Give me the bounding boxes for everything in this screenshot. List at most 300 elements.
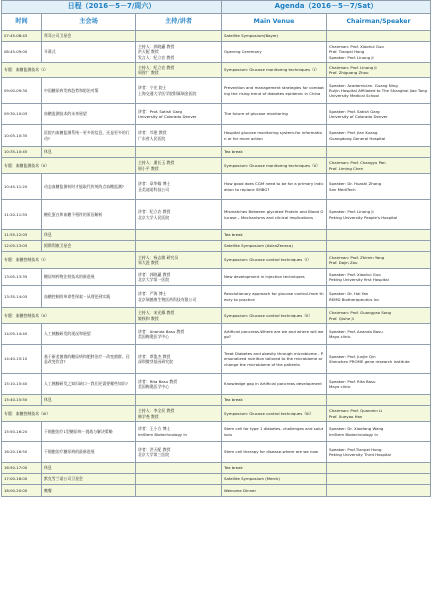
host-cn-cell <box>136 442 222 463</box>
session-row <box>2 406 431 422</box>
cell-line: How good does CGM need to be for a primary indication to replace SMBG? <box>224 181 324 192</box>
agenda-row <box>2 125 431 147</box>
host-en-cell <box>327 345 431 374</box>
time-cell <box>2 147 42 158</box>
cell-line: 14:40-15:10 <box>4 356 28 362</box>
cell-line: Prof. Liming Chen <box>329 165 364 171</box>
cell-line: 专题：血糖监测技术（II） <box>4 162 50 168</box>
venue-cn-cell <box>42 125 136 147</box>
topic-cell <box>2 308 136 324</box>
venue-en-cell <box>222 63 327 78</box>
time-cell <box>2 345 42 374</box>
venue-en-cell <box>222 241 327 252</box>
topic-cell <box>2 63 136 78</box>
agenda-table <box>1 0 431 497</box>
host-cn-cell <box>136 269 222 286</box>
agenda-row <box>2 442 431 463</box>
cell-line: 09:00-09:30 <box>4 87 28 93</box>
venue-cn-cell <box>42 230 136 241</box>
venue-en-cell <box>222 463 327 474</box>
time-cell <box>2 42 42 63</box>
venue-cn-cell <box>42 104 136 125</box>
cell-line: Mayo clinic <box>329 384 351 389</box>
host-cn-cell <box>136 174 222 200</box>
cell-line: 讲者：Ananda Basu 教授 <box>138 328 185 334</box>
host-en-cell <box>327 147 431 158</box>
host-cn-cell <box>136 406 222 422</box>
cell-line: 12:05-13:05 <box>4 243 28 249</box>
host-cn-cell <box>136 474 222 485</box>
cell-line: 讲者：Rita Basu 教授 <box>138 378 178 384</box>
venue-cn-cell <box>42 422 136 442</box>
cell-line: Symposium: Glucose monitoring techniques（I） <box>224 67 319 73</box>
venue-cn-cell <box>42 374 136 395</box>
cell-line: Tea break <box>224 465 243 471</box>
cell-line: Peking University first Hospital <box>329 277 389 282</box>
time-cell <box>2 442 42 463</box>
session-row <box>2 31 431 42</box>
host-en-cell <box>327 42 431 63</box>
host-en-cell <box>327 269 431 286</box>
venue-en-cell <box>222 269 327 286</box>
cell-line: 邹大进 教授 <box>138 260 159 265</box>
cell-line: 18:00-20:00 <box>4 487 28 493</box>
host-cn-cell <box>136 286 222 308</box>
host-cn-cell <box>136 463 222 474</box>
agenda-row <box>2 286 431 308</box>
cell-line: Opening Ceremony <box>224 49 262 55</box>
cell-line: 讲者：洪天配 教授 <box>138 446 171 452</box>
cell-line: Speaker: Prof. Rita Basu <box>329 378 376 384</box>
time-cell <box>2 104 42 125</box>
cell-line: 北京瑞德康生物医药科技有限公司 <box>138 296 197 302</box>
cell-line: Speaker: Prof. Linong Ji <box>329 54 374 60</box>
time-cell <box>2 286 42 308</box>
topic-cell <box>2 406 136 422</box>
venue-en-cell <box>222 286 327 308</box>
cell-line: 基于新老菌群的糖尿病和肥胖治疗－改变菌群，还是改变饮食? <box>44 353 130 364</box>
cell-line: 休息 <box>44 232 52 238</box>
cell-line: Mayo clinic <box>329 334 351 339</box>
agenda-row <box>2 174 431 200</box>
time-cell <box>2 269 42 286</box>
host-en-cell <box>327 286 431 308</box>
cell-line: 专题：血糖控制技术（III） <box>4 410 51 416</box>
venue-cn-cell <box>42 31 136 42</box>
host-cn-cell <box>136 241 222 252</box>
venue-en-cell <box>222 474 327 485</box>
host-en-cell <box>327 374 431 395</box>
cell-line: 17:00-18:00 <box>4 476 28 482</box>
time-cell <box>2 485 42 497</box>
agenda-row <box>2 374 431 395</box>
cell-line: 主持人：李全民 教授 <box>138 408 175 414</box>
col-time-header: 时间 <box>2 14 42 31</box>
time-cell <box>2 200 42 230</box>
host-cn-cell <box>136 31 222 42</box>
cell-line: 阿斯利康卫星会 <box>44 243 72 249</box>
venue-cn-cell <box>42 78 136 104</box>
cell-line: San MediTech <box>329 186 356 192</box>
cell-line: 干细胞治疗1型糖尿病－挑战与解决策略 <box>44 428 113 434</box>
host-cn-cell <box>136 485 222 497</box>
cell-line: Mismatches Between glycated Protein and Blood Glucose – Mechanisms and clinical implications <box>224 209 324 220</box>
cell-line: 讲者：Prof. Satish Garg <box>138 108 182 114</box>
cell-line: Speaker: Dr. Hai Yan <box>329 291 369 297</box>
host-cn-cell <box>136 78 222 104</box>
cell-line: 开幕式 <box>44 49 56 55</box>
cell-line: Speaker: Prof. Junjie Qin <box>329 353 376 359</box>
cell-line: Tea break <box>224 232 243 238</box>
cell-line: 休息 <box>44 465 52 471</box>
cell-line: Peking University Third Hospital <box>329 452 392 457</box>
session-row <box>2 474 431 485</box>
venue-cn-cell <box>42 395 136 406</box>
session-row <box>2 463 431 474</box>
host-en-cell <box>327 395 431 406</box>
cell-line: Speaker: Prof. Ananda Basu <box>329 328 383 334</box>
venue-cn-cell <box>42 442 136 463</box>
cell-line: Guangdong General Hospital <box>329 135 386 141</box>
venue-cn-cell <box>42 474 136 485</box>
cell-line: Speaker: Prof. Linong Ji <box>329 209 374 215</box>
cell-line: Prof. Xueyao Han <box>329 413 363 419</box>
time-cell <box>2 241 42 252</box>
cell-line: Chairman: Prof. Guangyao Song <box>329 310 392 316</box>
time-cell <box>2 395 42 406</box>
agenda-row <box>2 269 431 286</box>
cell-line: Prevention and management strategies for combating the rising trend of diabetes epidemic in China <box>224 85 324 96</box>
venue-en-cell <box>222 422 327 442</box>
session-row <box>2 63 431 78</box>
time-cell <box>2 374 42 395</box>
venue-en-cell <box>222 252 327 269</box>
host-en-cell <box>327 252 431 269</box>
cell-line: 讲者：严海 博士 <box>138 291 167 297</box>
cell-line: 13:35-14:05 <box>4 293 28 299</box>
agenda-row <box>2 324 431 345</box>
venue-cn-cell <box>42 345 136 374</box>
venue-cn-cell <box>42 147 136 158</box>
cell-line: Knowledge gap in Artificial pancreas development <box>224 381 322 387</box>
cell-line: 11:55-12:05 <box>4 232 28 238</box>
cell-line: Tea break <box>224 397 243 403</box>
cell-line: 主持人：郭晓蕙 教授 <box>138 44 175 50</box>
session-row <box>2 158 431 174</box>
host-cn-cell <box>136 63 222 78</box>
title-row <box>2 1 431 14</box>
cell-line: 15:50-16:20 <box>4 428 28 434</box>
venue-en-cell <box>222 345 327 374</box>
session-row <box>2 147 431 158</box>
venue-cn-cell <box>42 42 136 63</box>
cell-line: ImStem Biotechnology In <box>329 431 378 437</box>
venue-en-cell <box>222 485 327 497</box>
cell-line: 讲者：邝建 教授 <box>138 130 167 136</box>
cell-line: Prof. Zhiguang Zhou <box>329 70 369 75</box>
cell-line: Prof. Qiuhe Ji <box>329 315 354 321</box>
cell-line: 主持人：潘长玉 教授 <box>138 160 175 166</box>
venue-en-cell <box>222 374 327 395</box>
cell-line: 人工胰腺研发的现况和展望 <box>44 331 91 337</box>
cell-line: Artificial pancreas-Where are we and where will we go? <box>224 328 324 339</box>
cell-line: 10:45-11:20 <box>4 183 28 189</box>
host-en-cell <box>327 241 431 252</box>
cell-line: 15:40-15:50 <box>4 397 28 403</box>
time-cell <box>2 78 42 104</box>
host-cn-cell <box>136 147 222 158</box>
cell-line: The future of glucose monitoring <box>224 111 288 117</box>
host-cn-cell <box>136 125 222 147</box>
col-host-en-header: Chairman/Speaker <box>327 14 431 31</box>
venue-en-cell <box>222 78 327 104</box>
topic-cell <box>2 158 136 174</box>
cell-line: 默克雪兰诺公司卫星会 <box>44 476 83 482</box>
venue-cn-cell <box>42 324 136 345</box>
cell-line: Hospital glucose monitoring system-for information or for more action <box>224 130 322 141</box>
cell-line: Satellite Symposium (Merck) <box>224 476 280 482</box>
cell-line: REMD Biotherapeutics Inc <box>329 296 380 302</box>
host-en-cell <box>327 442 431 463</box>
cell-line: 人工胰腺研发之知识缺口－我们还需要哪些知识? <box>44 381 128 387</box>
cell-line: 动态血糖监测何时才能取代传统的点血糖监测? <box>44 183 124 189</box>
cell-line: Speaker: Prof. Satish Garg <box>329 108 380 114</box>
agenda-row <box>2 200 431 230</box>
session-row <box>2 395 431 406</box>
host-cn-cell <box>136 252 222 269</box>
cell-line: 北京大学第三医院 <box>138 452 170 457</box>
cell-line: 北京大学第一医院 <box>138 277 170 282</box>
time-cell <box>2 422 42 442</box>
cell-line: Prof. Tianpei Hong <box>329 49 365 55</box>
host-cn-cell <box>136 374 222 395</box>
venue-cn-cell <box>42 269 136 286</box>
venue-cn-cell <box>42 463 136 474</box>
column-header-row <box>2 14 431 31</box>
session-row <box>2 252 431 269</box>
cell-line: 血糖监测技术的未来展望 <box>44 111 87 117</box>
agenda-row <box>2 104 431 125</box>
cell-line: Tea break <box>224 149 243 155</box>
cell-line: 医院内血糖监测系统－更多的信息，还是更多的行动? <box>44 130 130 141</box>
host-en-cell <box>327 174 431 200</box>
cell-line: 15:10-15:40 <box>4 381 28 387</box>
time-cell <box>2 463 42 474</box>
venue-en-cell <box>222 31 327 42</box>
session-row <box>2 308 431 324</box>
venue-en-cell <box>222 125 327 147</box>
cell-line: Stem cell therapy for disease-where are we now <box>224 449 319 455</box>
cell-line: 韩学尧 教授 <box>138 413 159 419</box>
venue-en-cell <box>222 230 327 241</box>
cell-line: 专题：血糖控制技术（I） <box>4 257 48 263</box>
cell-line: 中国糖尿病发病趋势和防治对策 <box>44 87 99 93</box>
time-cell <box>2 230 42 241</box>
host-cn-cell <box>136 324 222 345</box>
cell-line: 邢小平 教授 <box>138 165 159 171</box>
host-en-cell <box>327 78 431 104</box>
host-cn-cell <box>136 200 222 230</box>
agenda-row <box>2 422 431 442</box>
venue-en-cell <box>222 174 327 200</box>
host-en-cell <box>327 474 431 485</box>
host-en-cell <box>327 324 431 345</box>
cell-line: 专题：血糖控制技术（II） <box>4 312 50 318</box>
cell-line: 糖尿病药物注射技术的新进展 <box>44 274 95 280</box>
host-en-cell <box>327 31 431 42</box>
cell-line: Satellite Symposium(Bayer) <box>224 33 279 39</box>
cell-line: Stem cell for type 1 diabetes- challenges and solutions <box>224 426 324 437</box>
cell-line: 讲者：王小方 博士 <box>138 426 171 432</box>
session-row <box>2 241 431 252</box>
cell-line: 13:05-13:35 <box>4 274 28 280</box>
venue-cn-cell <box>42 174 136 200</box>
cell-line: New development in injection techniques <box>224 274 305 280</box>
venue-en-cell <box>222 308 327 324</box>
host-en-cell <box>327 63 431 78</box>
cell-line: Chairman: Prof. Zhimin Yang <box>329 254 385 260</box>
cell-line: University of Colorado Denver <box>329 114 388 119</box>
venue-en-cell <box>222 158 327 174</box>
host-cn-cell <box>136 230 222 241</box>
host-en-cell <box>327 463 431 474</box>
session-row <box>2 485 431 497</box>
cell-line: 洪天配 教授 <box>138 49 159 55</box>
host-en-cell <box>327 125 431 147</box>
cell-line: Prof. Dajin Zou <box>329 260 358 265</box>
venue-en-cell <box>222 395 327 406</box>
host-cn-cell <box>136 422 222 442</box>
cell-line: 07:45-08:45 <box>4 33 28 39</box>
cell-line: 深圳微芽基因研究院 <box>138 359 174 364</box>
cell-line: Speaker: Prof. Jian Kuang <box>329 130 378 136</box>
cell-line: 糖化蛋白和血糖不相符的原因解析 <box>44 211 103 217</box>
cell-line: Chairman: Prof. Xiaohui Guo <box>329 44 384 50</box>
cell-line: 晚餐 <box>44 487 52 493</box>
venue-en-cell <box>222 442 327 463</box>
cell-line: 血糖控制的革命性探索－从理论到实践 <box>44 293 111 299</box>
cell-line: 讲者：章华翰 博士 <box>138 181 171 187</box>
cell-line: Chairman: Prof. Linong Ji <box>329 64 377 70</box>
cell-line: Symposium: Glucose monitoring techniques（II） <box>224 162 321 168</box>
cell-line: 09:30-10:05 <box>4 111 28 117</box>
time-cell <box>2 174 42 200</box>
col-host-cn-header: 主持/讲者 <box>136 14 222 31</box>
time-cell <box>2 324 42 345</box>
cell-line: 16:50-17:00 <box>4 465 28 471</box>
host-cn-cell <box>136 308 222 324</box>
cell-line: 主持人：纪立农 教授 <box>138 64 175 70</box>
cell-line: 讲者：纪立农 教授 <box>138 209 171 215</box>
cell-line: 主持人：杨志敏 研究员 <box>138 254 179 260</box>
cell-line: Symposium: Glucose control techniques（II） <box>224 312 313 318</box>
cell-line: 休息 <box>44 397 52 403</box>
venue-en-cell <box>222 147 327 158</box>
cell-line: Symposium: Glucose control techniques（I） <box>224 257 312 263</box>
cell-line: Shenzhen PROME gene research institute <box>329 359 410 364</box>
cell-line: Speaker: Prof. Xiaohui Guo <box>329 271 381 277</box>
host-en-cell <box>327 308 431 324</box>
agenda-row <box>2 78 431 104</box>
venue-en-cell <box>222 324 327 345</box>
cell-line: Revolutionary approach for glucose control-from theory to practice <box>224 291 324 302</box>
cell-line: 拜耳公司卫星会 <box>44 33 72 39</box>
venue-cn-cell <box>42 200 136 230</box>
host-cn-cell <box>136 395 222 406</box>
venue-cn-cell <box>42 241 136 252</box>
cell-line: Speaker: Prof.Tianpei Hong <box>329 446 382 452</box>
cell-line: 主持人：宋光耀 教授 <box>138 310 175 316</box>
topic-cell <box>2 252 136 269</box>
cell-line: 11:20-11:55 <box>4 211 28 217</box>
cell-line: 北京大学人民医院 <box>138 214 170 220</box>
title-en: Agenda（2016－5－7/Sat） <box>222 1 431 14</box>
cell-line: 10:35-10:45 <box>4 149 28 155</box>
cell-line: Peking University People's Hospital <box>329 214 398 220</box>
cell-line: Speaker: Dr. Xiaofang Wang <box>329 426 384 432</box>
cell-line: Speaker: Academician. Guang Ning <box>329 82 398 88</box>
cell-line: 美国梅奥医学中心 <box>138 334 170 339</box>
agenda-row <box>2 345 431 374</box>
cell-line: 讲者：宁光 院士 <box>138 85 167 91</box>
cell-line: Chairman: Prof. Changyu Pan <box>329 160 386 166</box>
cell-line: 讲者：郭晓蕙 教授 <box>138 271 171 277</box>
cell-line: Symposium: Glucose control techniques（III） <box>224 410 314 416</box>
venue-cn-cell <box>42 485 136 497</box>
cell-line: Welcome Dinner <box>224 487 257 493</box>
cell-line: 发言人：纪立农 教授 <box>138 54 175 60</box>
venue-en-cell <box>222 104 327 125</box>
host-cn-cell <box>136 158 222 174</box>
time-cell <box>2 125 42 147</box>
time-cell <box>2 31 42 42</box>
cell-line: 广东省人民医院 <box>138 135 166 141</box>
host-en-cell <box>327 485 431 497</box>
session-row <box>2 230 431 241</box>
cell-line: 休息 <box>44 149 52 155</box>
venue-en-cell <box>222 42 327 63</box>
venue-en-cell <box>222 200 327 230</box>
col-venue-cn-header: 主会场 <box>42 14 136 31</box>
cell-line: 10:05-10:35 <box>4 132 28 138</box>
host-cn-cell <box>136 42 222 63</box>
col-venue-en-header: Main Venue <box>222 14 327 31</box>
cell-line: Chairman: Prof. Quanmin Li <box>329 408 383 414</box>
venue-cn-cell <box>42 286 136 308</box>
cell-line: 美国梅奥医学中心 <box>138 384 170 389</box>
cell-line: 16:20-16:50 <box>4 449 28 455</box>
host-en-cell <box>327 230 431 241</box>
time-cell <box>2 474 42 485</box>
cell-line: 周智广 教授 <box>138 70 159 75</box>
cell-line: Speaker: Dr. Huashi Zhang <box>329 181 382 187</box>
agenda-row <box>2 42 431 63</box>
cell-line: Ruijin Hospital Affiliated to The Shanghai Jiao Tong University Medical School <box>329 87 427 99</box>
cell-line: 圣美迪诺科技公司 <box>138 186 170 192</box>
cell-line: 08:45-09:00 <box>4 49 28 55</box>
host-en-cell <box>327 104 431 125</box>
cell-line: 14:05-14:40 <box>4 331 28 337</box>
cell-line: 姬秋和 教授 <box>138 315 159 321</box>
cell-line: Treat Diabetes and obesity through microbiome - Personalized nutrition tailored to the microbiome or change the microbiome of the patients <box>224 351 324 367</box>
title-cn: 日程（2016－5－7/周六） <box>2 1 222 14</box>
cell-line: 上海交通大学医学院附属瑞金医院 <box>138 90 197 96</box>
venue-en-cell <box>222 406 327 422</box>
cell-line: 讲者：覃俊杰 教授 <box>138 353 171 359</box>
host-en-cell <box>327 200 431 230</box>
host-en-cell <box>327 406 431 422</box>
host-cn-cell <box>136 104 222 125</box>
